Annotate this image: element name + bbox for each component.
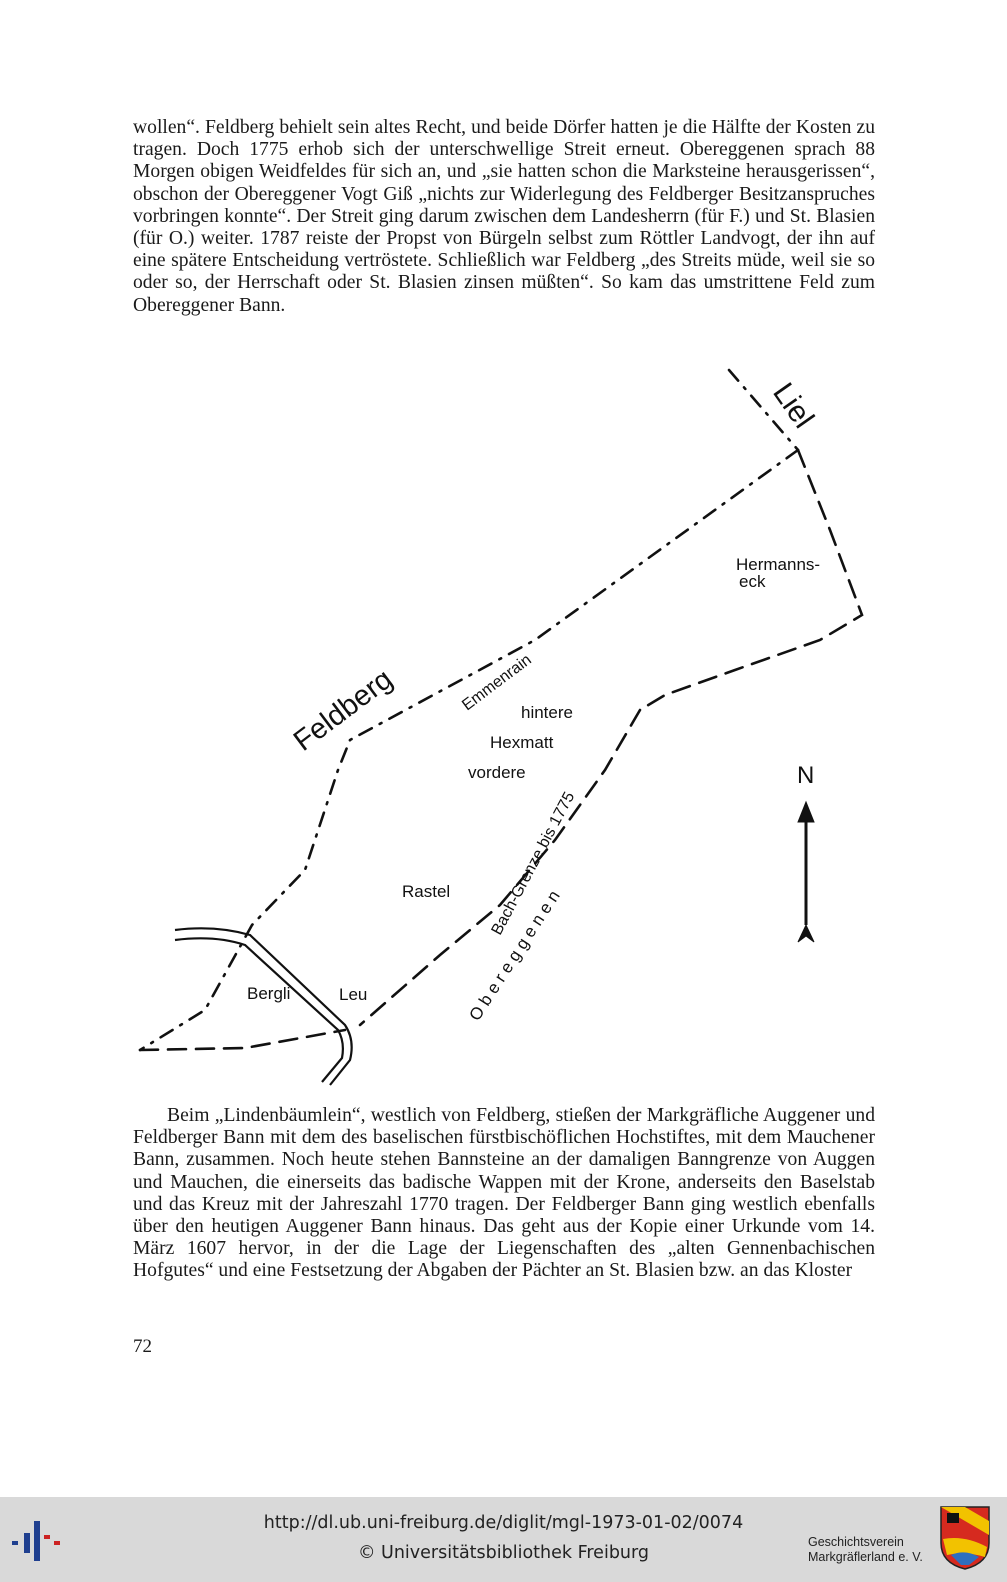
hintere-label: hintere [521, 703, 573, 722]
coat-of-arms-icon [939, 1505, 991, 1571]
rastel-label: Rastel [402, 882, 451, 901]
footer-copyright: © Universitätsbibliothek Freiburg [357, 1543, 650, 1563]
north-arrow [798, 802, 814, 942]
vordere-label: vordere [468, 763, 526, 782]
stream-line-a [175, 928, 352, 1085]
liel-label: Liel [766, 377, 821, 435]
hermannseck-label-line2: eck [739, 572, 766, 591]
feldberg-label: Feldberg [287, 663, 399, 758]
leu-label: Leu [339, 985, 368, 1004]
feldberg-boundary-line [140, 450, 798, 1050]
society-name-line1: Geschichtsverein [808, 1535, 904, 1549]
paragraph-bottom: Beim „Lindenbäumlein“, westlich von Feldberg, stießen der Markgräfliche Auggener und Feldberger Bann mit dem des baselischen fürstbischöflichen Hochstiftes, mit dem Mauchener Bann, zusammen. Noch heute stehen Bannsteine an der damaligen Banngrenze von Auggen und Mauchen, die einerseits das badische Wappen mit der Krone, anderseits den Baselstab und das Kreuz mit der Jahreszahl 1770 tragen. Der Feldberger Bann ging westlich ebenfalls über den heutigen Auggener Bann hinaus. Das geht aus der Kopie einer Urkunde vom 14. März 1607 hervor, in der die Lage der Liegenschaften des „alten Gennenbachischen Hofgutes“ und eine Festsetzung der Abgaben der Pächter an St. Blasien bzw. an das Kloster [133, 1105, 875, 1282]
bach-grenze-label: Bach-Grenze bis 1775 [488, 789, 579, 938]
society-name-line2: Markgräflerland e. V. [808, 1550, 923, 1564]
southern-boundary-line [140, 1030, 345, 1050]
emmenrain-label: Emmenrain [459, 651, 535, 715]
footer-bar [0, 1497, 1007, 1582]
society-name [808, 1535, 923, 1565]
footer-url-link[interactable]: http://dl.ub.uni-freiburg.de/diglit/mgl-1973-01-02/0074 [263, 1513, 744, 1533]
obereggenen-label: O b e r e g g e n e n [465, 887, 564, 1025]
page-number: 72 [133, 1336, 152, 1357]
hermannseck-label-line1: Hermanns- [736, 555, 821, 574]
bergli-label: Bergli [247, 984, 291, 1003]
stream-line-b [175, 938, 343, 1082]
hexmatt-label: Hexmatt [490, 733, 554, 752]
north-label: N [797, 762, 815, 789]
paragraph-top: wollen“. Feldberg behielt sein altes Recht, und beide Dörfer hatten je die Hälfte der Kosten zu tragen. Doch 1775 erhob sich der unterschwellige Streit erneut. Obereggenen sprach 88 Morgen obigen Weidfeldes für sich an, und „sie hatten schon die Marksteine herausgerissen“, obschon der Obereggener Vogt Giß „nichts zur Widerlegung des Feldberger Besitzanspruches vorbringen konnte“. Der Streit ging darum zwischen dem Landesherrn (für F.) und St. Blasien (für O.) weiter. 1787 reiste der Propst von Bürgeln selbst zum Röttler Landvogt, der ihn auf eine spätere Entscheidung vertröstete. Schließlich war Feldberg „des Streits müde, weil sie so oder so, der Herrschaft oder St. Blasien zinsen müßten“. So kam das umstrittene Feld zum Obereggener Bann. [133, 117, 875, 316]
